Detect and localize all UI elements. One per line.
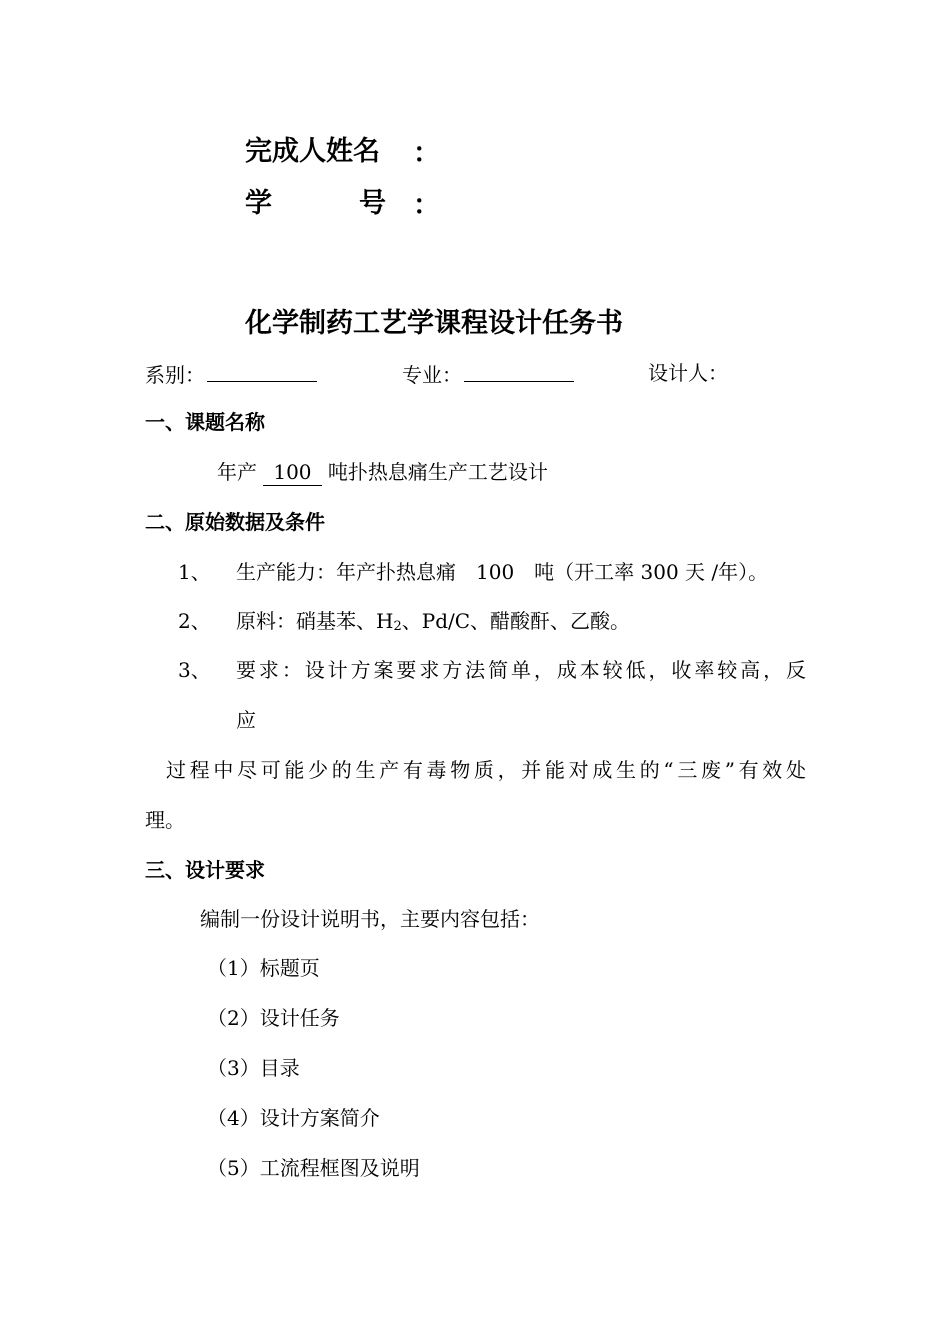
item-text: 要求：设计方案要求方法简单，成本较低，收率较高，反 <box>236 658 806 682</box>
item-number: 1、 <box>178 560 211 584</box>
department-field <box>145 363 317 385</box>
department-label: 系别： <box>145 363 205 387</box>
topic-suffix: 吨扑热息痛生产工艺设计 <box>327 460 548 484</box>
content-list-item: （2）设计任务 <box>207 1006 340 1030</box>
department-blank <box>207 363 317 382</box>
paragraph-line: 过程中尽可能少的生产有毒物质，并能对成生的“三废”有效处 <box>166 758 806 782</box>
item-text: 生产能力：年产扑热息痛 100 吨（开工率 300 天 /年）。 <box>236 560 769 584</box>
item-text-continued: 应 <box>236 708 256 732</box>
document-title: 化学制药工艺学课程设计任务书 <box>245 308 623 339</box>
topic-amount: 100 <box>263 460 321 486</box>
major-blank <box>464 363 574 382</box>
section3-heading: 三、设计要求 <box>145 858 265 882</box>
designer-label: 设计人： <box>648 361 728 385</box>
major-field <box>402 363 574 385</box>
item-text: 原料：硝基苯、$H_2$、Pd/C、醋酸酐、乙酸。 <box>236 609 631 634</box>
name-label: 完成人姓名 <box>245 136 380 167</box>
major-label: 专业： <box>402 363 462 387</box>
section1-heading: 一、课题名称 <box>145 410 265 434</box>
student-id-label-second: 号 <box>359 188 386 219</box>
content-list-item: （3）目录 <box>207 1056 300 1080</box>
topic-line <box>217 462 548 482</box>
content-list-item: （4）设计方案简介 <box>207 1106 380 1130</box>
paragraph-line: 理。 <box>145 808 185 832</box>
item-number: 2、 <box>178 609 211 633</box>
content-list-item: （5）工流程框图及说明 <box>207 1156 420 1180</box>
section2-heading: 二、原始数据及条件 <box>145 510 325 534</box>
name-colon: ： <box>413 138 440 169</box>
student-id-colon: ： <box>413 190 440 221</box>
section3-intro: 编制一份设计说明书，主要内容包括： <box>200 907 540 931</box>
student-id-label-first: 学 <box>245 188 272 219</box>
topic-prefix: 年产 <box>217 460 257 484</box>
item-number: 3、 <box>178 658 211 682</box>
content-list-item: （1）标题页 <box>207 956 320 980</box>
